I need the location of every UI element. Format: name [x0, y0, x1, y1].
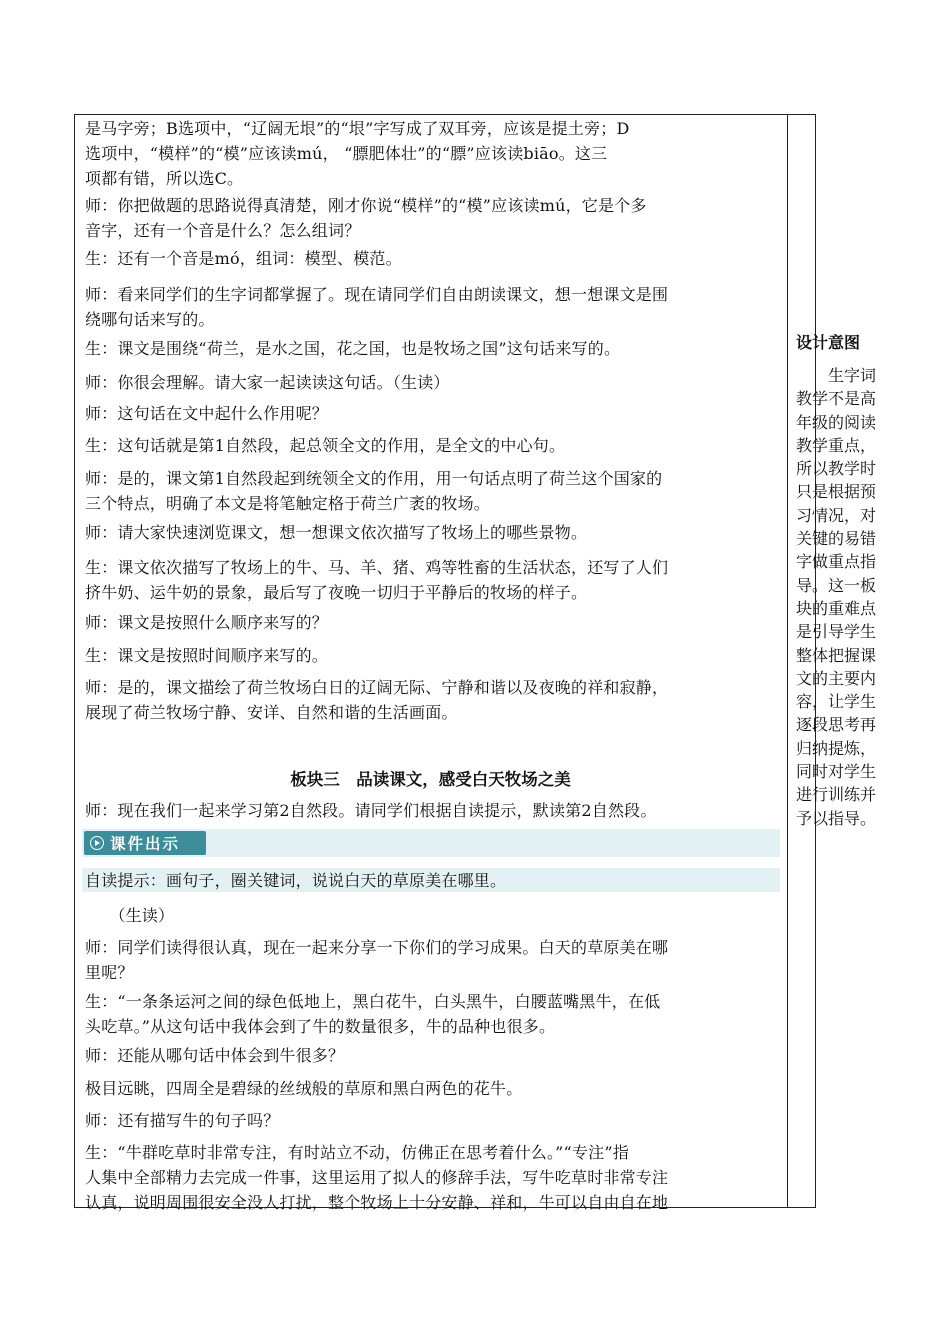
dialogue-paragraph: [85, 1076, 779, 1101]
dialogue-paragraph: [85, 336, 779, 361]
sidebar-text: 生字词教学不是高年级的阅读教学重点，所以教学时只是根据预习情况，对关键的易错字做重点指导。这一板块的重难点是引导学生整体把握课文的主要内容，让学生逐段思考再归纳提炼，同时对学生进行训练并予以指导。: [796, 366, 877, 828]
paragraph-line: 师：看来同学们的生字词都掌握了。现在请同学们自由朗读课文，想一想课文是围: [85, 285, 669, 304]
paragraph-line: 选项中，“模样”的“模”应该读mú， “膘肥体壮”的“膘”应该读biāo。这三: [85, 144, 608, 163]
paragraph-line: 师：这句话在文中起什么作用呢？: [85, 404, 329, 423]
paragraph-line: 挤牛奶、运牛奶的景象，最后写了夜晚一切归于平静后的牧场的样子。: [85, 583, 588, 602]
paragraph-line: 师：同学们读得很认真，现在一起来分享一下你们的学习成果。白天的草原美在哪: [85, 938, 669, 957]
paragraph-line: 头吃草。”从这句话中我体会到了牛的数量很多，牛的品种也很多。: [85, 1017, 556, 1036]
dialogue-paragraph: [85, 401, 779, 426]
paragraph-line: 师：还有描写牛的句子吗？: [85, 1111, 280, 1130]
dialogue-paragraph: [85, 193, 779, 243]
dialogue-paragraph: [85, 116, 779, 191]
courseware-badge: [84, 831, 206, 855]
paragraph-line: 生：课文依次描写了牧场上的牛、马、羊、猪、鸡等牲畜的生活状态，还写了人们: [85, 558, 669, 577]
dialogue-paragraph: [85, 675, 779, 725]
dialogue-paragraph: [85, 282, 779, 332]
paragraph-line: 项都有错，所以选C。: [85, 169, 244, 188]
paragraph-line: 师：是的，课文第1自然段起到统领全文的作用，用一句话点明了荷兰这个国家的: [85, 469, 663, 488]
dialogue-paragraph: [85, 903, 779, 928]
paragraph-line: 师：还能从哪句话中体会到牛很多？: [85, 1046, 345, 1065]
dialogue-paragraph: [85, 433, 779, 458]
dialogue-paragraph: [85, 246, 779, 271]
dialogue-paragraph: [85, 520, 779, 545]
play-icon: [90, 836, 104, 850]
paragraph-line: 三个特点，明确了本文是将笔触定格于荷兰广袤的牧场。: [85, 494, 491, 513]
paragraph-line: 是马字旁；B选项中，“辽阔无垠”的“垠”字写成了双耳旁，应该是提土旁；D: [85, 119, 630, 138]
paragraph-line: （生读）: [85, 906, 175, 925]
paragraph-line: 师：你很会理解。请大家一起读读这句话。（生读）: [85, 373, 450, 392]
dialogue-paragraph: [85, 370, 779, 395]
paragraph-line: 师：请大家快速浏览课文，想一想课文依次描写了牧场上的哪些景物。: [85, 523, 588, 542]
dialogue-paragraph: [85, 466, 779, 516]
after-heading-text: 师：现在我们一起来学习第2自然段。请同学们根据自读提示，默读第2自然段。: [85, 801, 657, 820]
paragraph-line: 生：“一条条运河之间的绿色低地上，黑白花牛，白头黑牛，白腰蓝嘴黑牛，在低: [85, 992, 661, 1011]
dialogue-paragraph: [85, 643, 779, 668]
dialogue-paragraph: [85, 1043, 779, 1068]
paragraph-line: 音字，还有一个音是什么？怎么组词？: [85, 221, 361, 240]
courseware-badge-label: 课件出示: [110, 835, 181, 853]
courseware-band: [82, 829, 780, 857]
paragraph-line: 人集中全部精力去完成一件事，这里运用了拟人的修辞手法，写牛吃草时非常专注: [85, 1168, 669, 1187]
paragraph-line: 生：“牛群吃草时非常专注，有时站立不动，仿佛正在思考着什么。”“专注”指: [85, 1143, 629, 1162]
dialogue-paragraph: [85, 1140, 779, 1215]
reading-tip: 自读提示：画句子，圈关键词，说说白天的草原美在哪里。: [85, 871, 507, 890]
paragraph-line: 生：课文是围绕“荷兰，是水之国，花之国，也是牧场之国”这句话来写的。: [85, 339, 621, 358]
dialogue-paragraph: [85, 555, 779, 605]
dialogue-paragraph: [85, 1108, 779, 1133]
paragraph-line: 师：课文是按照什么顺序来写的？: [85, 613, 329, 632]
paragraph-line: 生：还有一个音是mó，组词：模型、模范。: [85, 249, 402, 268]
paragraph-line: 绕哪句话来写的。: [85, 310, 215, 329]
paragraph-line: 师：是的，课文描绘了荷兰牧场白日的辽阔无际、宁静和谐以及夜晚的祥和寂静，: [85, 678, 669, 697]
dialogue-paragraph: [85, 989, 779, 1039]
paragraph-line: 师：你把做题的思路说得真清楚，刚才你说“模样”的“模”应该读mú，它是个多: [85, 196, 647, 215]
section-heading: 板块三 品读课文，感受白天牧场之美: [290, 770, 571, 789]
dialogue-paragraph: [85, 610, 779, 635]
sidebar-title: 设计意图: [796, 333, 861, 352]
paragraph-line: 里呢？: [85, 963, 134, 982]
paragraph-line: 认真，说明周围很安全没人打扰，整个牧场上十分安静、祥和，牛可以自由自在地: [85, 1193, 669, 1212]
paragraph-line: 极目远眺，四周全是碧绿的丝绒般的草原和黑白两色的花牛。: [85, 1079, 523, 1098]
paragraph-line: 展现了荷兰牧场宁静、安详、自然和谐的生活画面。: [85, 703, 458, 722]
dialogue-paragraph: [85, 935, 779, 985]
paragraph-line: 生：这句话就是第1自然段，起总领全文的作用，是全文的中心句。: [85, 436, 566, 455]
paragraph-line: 生：课文是按照时间顺序来写的。: [85, 646, 329, 665]
